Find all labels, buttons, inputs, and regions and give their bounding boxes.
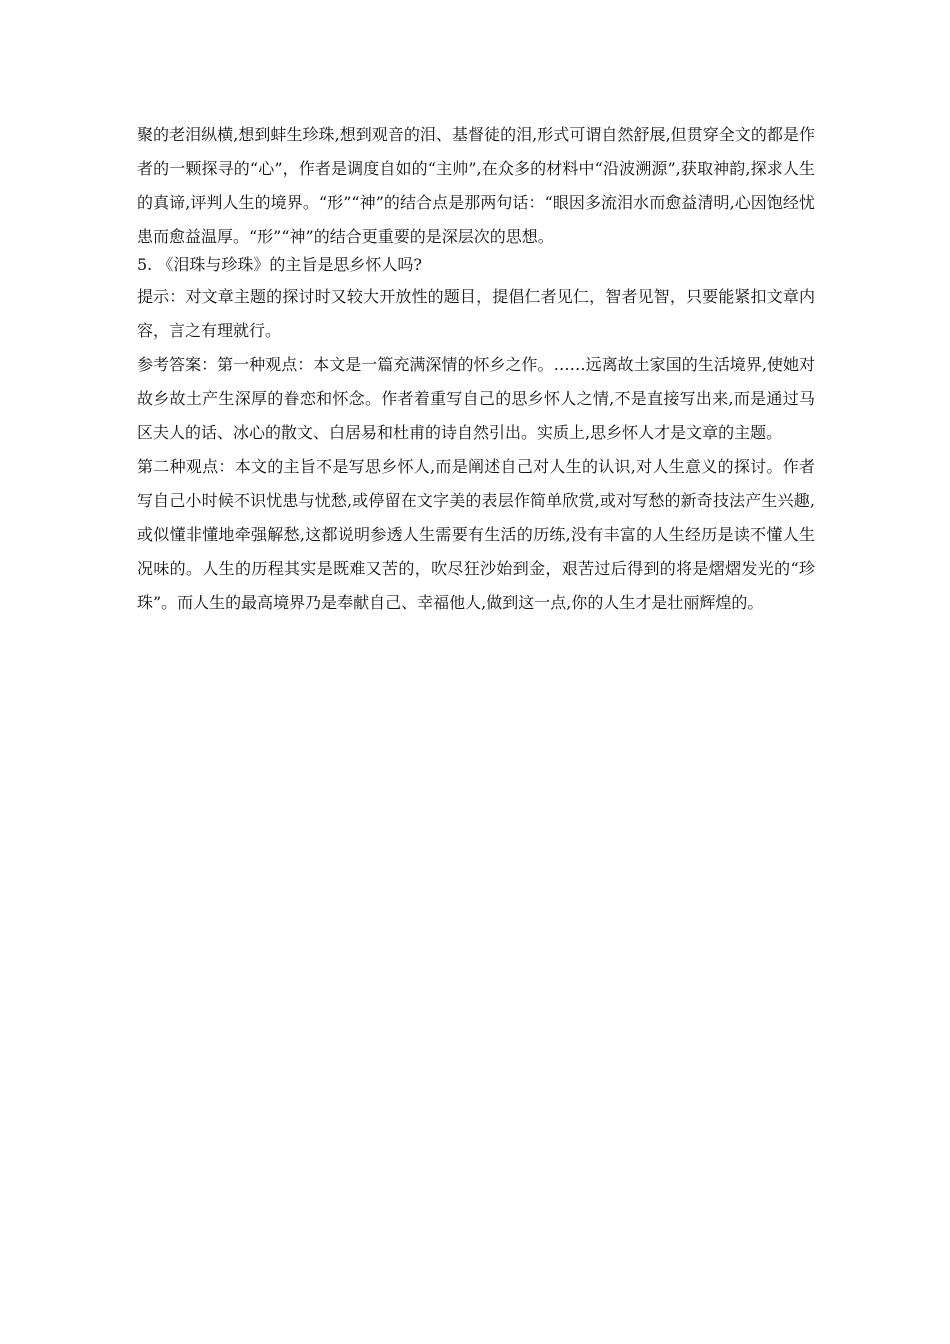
question-5-heading: 5. 《泪珠与珍珠》的主旨是思乡怀人吗? [137,255,422,274]
reference-answer-view-1: 参考答案：第一种观点：本文是一篇充满深情的怀乡之作。……远离故土家国的生活境界,使她对故乡故土产生深厚的眷恋和怀念。作者着重写自己的思乡怀人之情,不是直接写出来,而是通过马区夫人的话、冰心的散文、白居易和杜甫的诗自然引出。实质上,思乡怀人才是文章的主题。 [137,355,815,442]
paragraph-form-and-spirit: 聚的老泪纵横,想到蚌生珍珠,想到观音的泪、基督徒的泪,形式可谓自然舒展,但贯穿全文的都是作者的一颗探寻的“心”，作者是调度自如的“主帅”,在众多的材料中“沿波溯源”,获取神韵,探求人生的真谛,评判人生的境界。“形”“神”的结合点是那两句话：“眼因多流泪水而愈益清明,心因饱经忧患而愈益温厚。“形”“神”的结合更重要的是深层次的思想。 [137,125,815,246]
reference-answer-view-2: 第二种观点：本文的主旨不是写思乡怀人,而是阐述自己对人生的认识,对人生意义的探讨。作者写自己小时候不识忧患与忧愁,或停留在文字美的表层作简单欣赏,或对写愁的新奇技法产生兴趣,或似懂非懂地牵强解愁,这都说明参透人生需要有生活的历练,没有丰富的人生经历是读不懂人生况味的。人生的历程其实是既难又苦的，吹尽狂沙始到金，艰苦过后得到的将是熠熠发光的“珍珠”。而人生的最高境界乃是奉献自己、幸福他人,做到这一点,你的人生才是壮丽辉煌的。 [137,457,815,612]
document-body [137,118,815,620]
hint-paragraph: 提示：对文章主题的探讨时又较大开放性的题目，提倡仁者见仁，智者见智，只要能紧扣文章内容，言之有理就行。 [137,287,815,340]
